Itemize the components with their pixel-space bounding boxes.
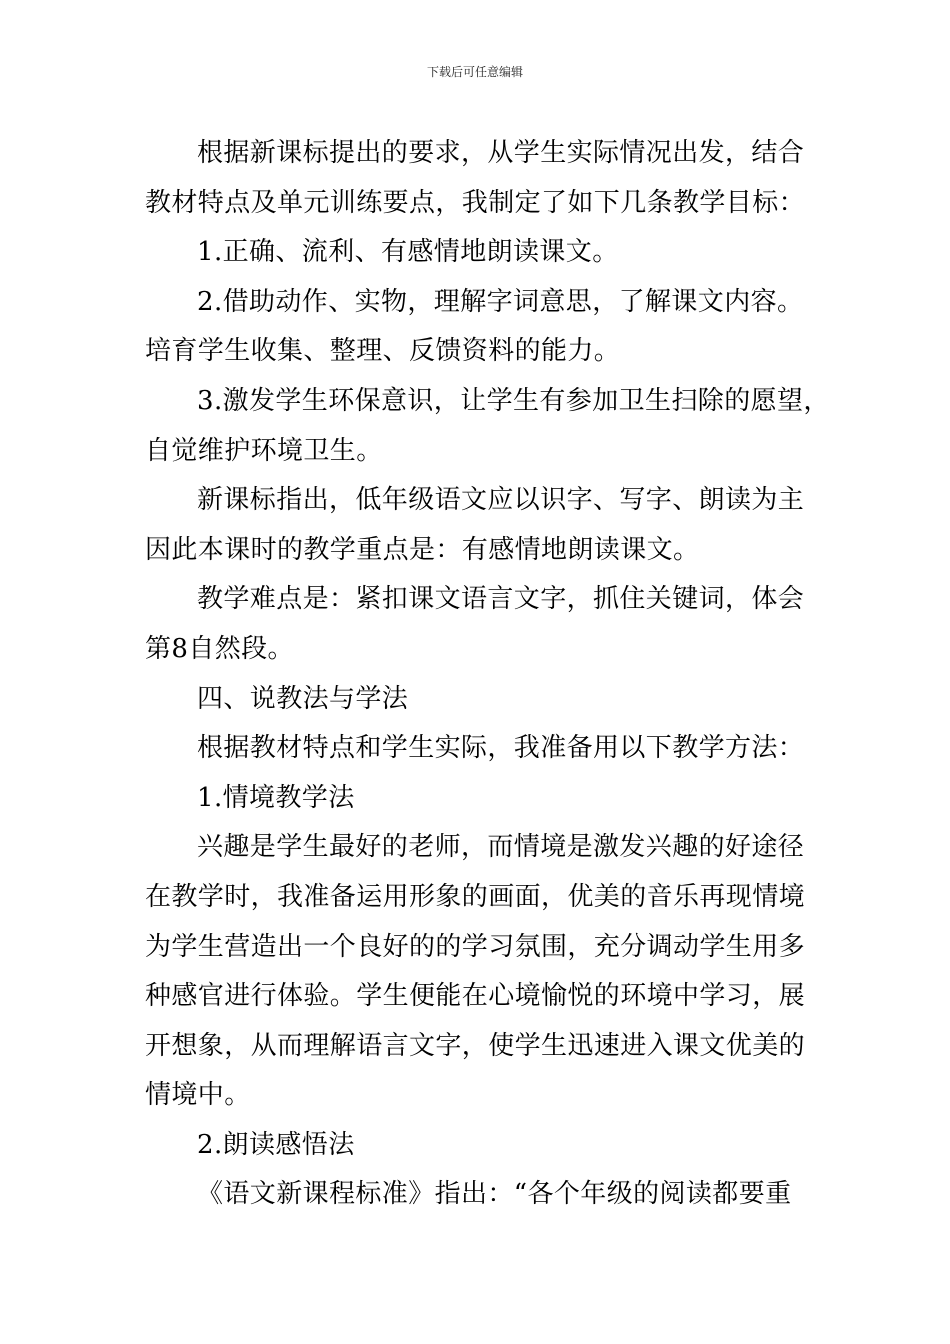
subsection-heading: 1.情境教学法 bbox=[197, 782, 355, 813]
paragraph-line: 自觉维护环境卫生。 bbox=[145, 435, 383, 466]
list-item-2: 2.借助动作、实物，理解字词意思，了解课文内容。 bbox=[197, 286, 804, 317]
paragraph-line: 开想象，从而理解语言文字，使学生迅速进入课文优美的 bbox=[145, 1030, 806, 1061]
list-item-1: 1.正确、流利、有感情地朗读课文。 bbox=[197, 237, 619, 268]
paragraph-line: 兴趣是学生最好的老师，而情境是激发兴趣的好途径 bbox=[197, 832, 805, 863]
page-header: 下载后可任意编辑 bbox=[426, 65, 523, 79]
document-body bbox=[145, 129, 830, 1220]
paragraph-line: 在教学时，我准备运用形象的画面，优美的音乐再现情境 bbox=[145, 881, 806, 912]
paragraph-line: 培育学生收集、整理、反馈资料的能力。 bbox=[145, 336, 621, 367]
paragraph-line: 第8自然段。 bbox=[145, 633, 294, 664]
paragraph-line: 根据新课标提出的要求，从学生实际情况出发，结合 bbox=[197, 138, 805, 168]
paragraph-line: 教学难点是：紧扣课文语言文字，抓住关键词，体会 bbox=[197, 584, 805, 615]
subsection-heading: 2.朗读感悟法 bbox=[197, 1129, 355, 1160]
paragraph-line: 因此本课时的教学重点是：有感情地朗读课文。 bbox=[145, 534, 700, 565]
section-heading: 四、说教法与学法 bbox=[197, 683, 409, 714]
paragraph-line: 根据教材特点和学生实际，我准备用以下教学方法： bbox=[197, 733, 805, 764]
paragraph-line: 情境中。 bbox=[145, 1080, 251, 1111]
paragraph-line: 教材特点及单元训练要点，我制定了如下几条教学目标： bbox=[145, 187, 806, 218]
paragraph-line: 《语文新课程标准》指出：“各个年级的阅读都要重 bbox=[197, 1179, 792, 1210]
paragraph-line: 为学生营造出一个良好的的学习氛围，充分调动学生用多 bbox=[145, 931, 806, 962]
paragraph-line: 种感官进行体验。学生便能在心境愉悦的环境中学习，展 bbox=[145, 981, 806, 1012]
list-item-3: 3.激发学生环保意识，让学生有参加卫生扫除的愿望， bbox=[197, 385, 830, 416]
paragraph-line: 新课标指出，低年级语文应以识字、写字、朗读为主 bbox=[197, 485, 805, 516]
